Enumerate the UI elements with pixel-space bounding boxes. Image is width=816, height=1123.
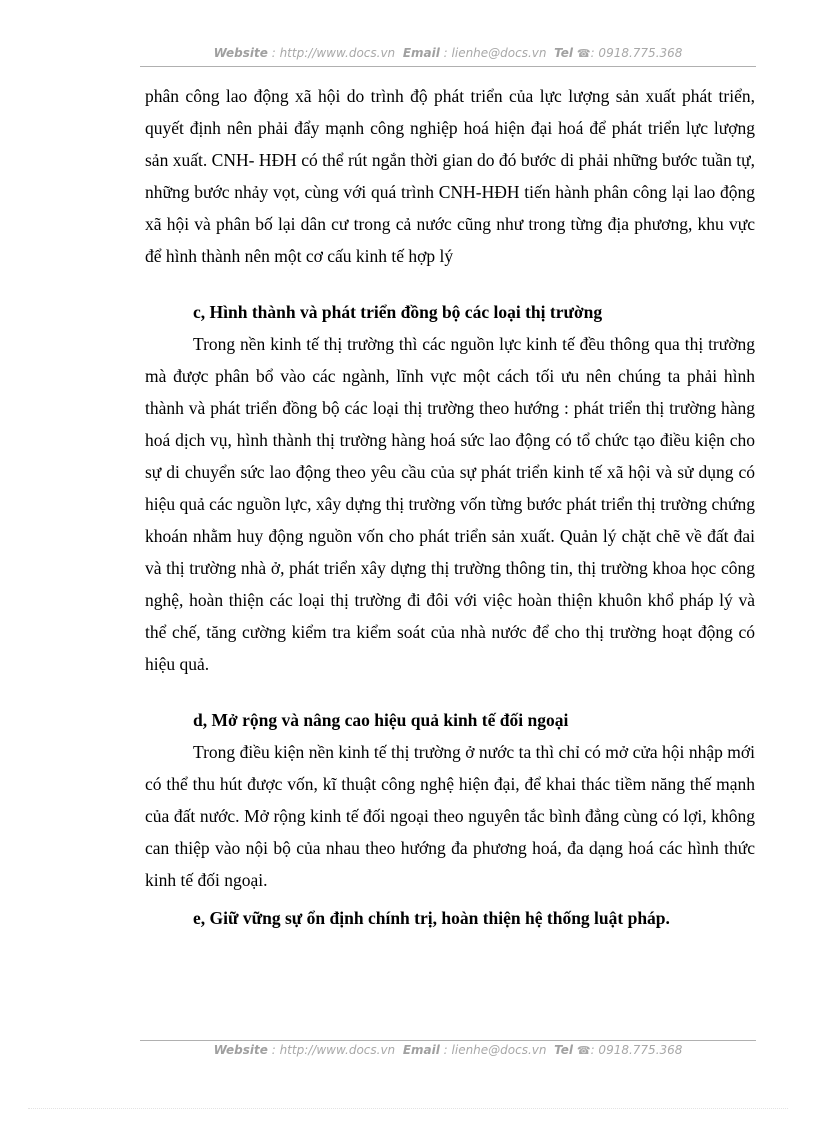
page-bottom-border: [28, 1108, 788, 1109]
tel-value: : 0918.775.368: [590, 46, 683, 60]
intro-paragraph: phân công lao động xã hội do trình độ phát triển của lực lượng sản xuất phát triển, quyết định nên phải đẩy mạnh công nghiệp hoá hiện đại hoá để phát triển lực lượng sản xuất. CNH- HĐH có thể rút ngắn thời gian do đó bước di phải những bước tuần tự, những bước nhảy vọt, cùng với quá trình CNH-HĐH tiến hành phân công lại lao động xã hội và phân bố lại dân cư trong cả nước cũng như trong từng địa phương, khu vực để hình thành nên một cơ cấu kinh tế hợp lý: [145, 86, 755, 266]
footer-email-link[interactable]: : lienhe@docs.vn: [443, 1043, 547, 1057]
section-c-paragraph: Trong nền kinh tế thị trường thì các nguồn lực kinh tế đều thông qua thị trường mà được phân bổ vào các ngành, lĩnh vực một cách tối ưu nên chúng ta phải hình thành và phát triển đồng bộ các loại thị trường theo hướng : phát triển thị trường hàng hoá dịch vụ, hình thành thị trường hàng hoá sức lao động có tổ chức tạo điều kiện cho sự di chuyển sức lao động theo yêu cầu của sự phát triển kinh tế xã hội và sử dụng có hiệu quả các nguồn lực, xây dựng thị trường vốn từng bước phát triển thị trường chứng khoán nhằm huy động nguồn vốn cho phát triển sản xuất. Quản lý chặt chẽ về đất đai và thị trường nhà ở, phát triển xây dựng thị trường thông tin, thị trường khoa học công nghệ, hoàn thiện các loại thị trường đi đôi với việc hoàn thiện khuôn khổ pháp lý và thể chế, tăng cường kiểm tra kiểm soát của nhà nước để cho thị trường hoạt động có hiệu quả.: [145, 334, 755, 674]
footer-email-label: Email: [402, 1043, 440, 1057]
page-header: [140, 46, 756, 67]
footer-website-link[interactable]: : http://www.docs.vn: [271, 1043, 396, 1057]
email-link[interactable]: : lienhe@docs.vn: [443, 46, 547, 60]
document-body: [145, 80, 755, 934]
footer-tel-value: : 0918.775.368: [590, 1043, 683, 1057]
phone-icon: ☎: [576, 47, 591, 60]
page-footer: [140, 1040, 756, 1061]
footer-phone-icon: ☎: [576, 1044, 591, 1057]
section-d-paragraph: Trong điều kiện nền kinh tế thị trường ở nước ta thì chỉ có mở cửa hội nhập mới có thể thu hút được vốn, kĩ thuật công nghệ hiện đại, để khai thác tiềm năng thế mạnh của đất nước. Mở rộng kinh tế đối ngoại theo nguyên tắc bình đẳng cùng có lợi, không can thiệp vào nội bộ của nhau theo hướng đa phương hoá, đa dạng hoá các hình thức kinh tế đối ngoại.: [145, 742, 755, 890]
email-label: Email: [402, 46, 440, 60]
section-d-heading: d, Mở rộng và nâng cao hiệu quả kinh tế đối ngoại: [193, 710, 569, 730]
section-e-heading: e, Giữ vững sự ổn định chính trị, hoàn thiện hệ thống luật pháp.: [193, 908, 670, 928]
website-label: Website: [213, 46, 268, 60]
tel-label: Tel: [554, 46, 574, 60]
footer-website-label: Website: [213, 1043, 268, 1057]
website-link[interactable]: : http://www.docs.vn: [271, 46, 396, 60]
section-c-heading: c, Hình thành và phát triển đồng bộ các loại thị trường: [193, 302, 603, 322]
footer-tel-label: Tel: [554, 1043, 574, 1057]
